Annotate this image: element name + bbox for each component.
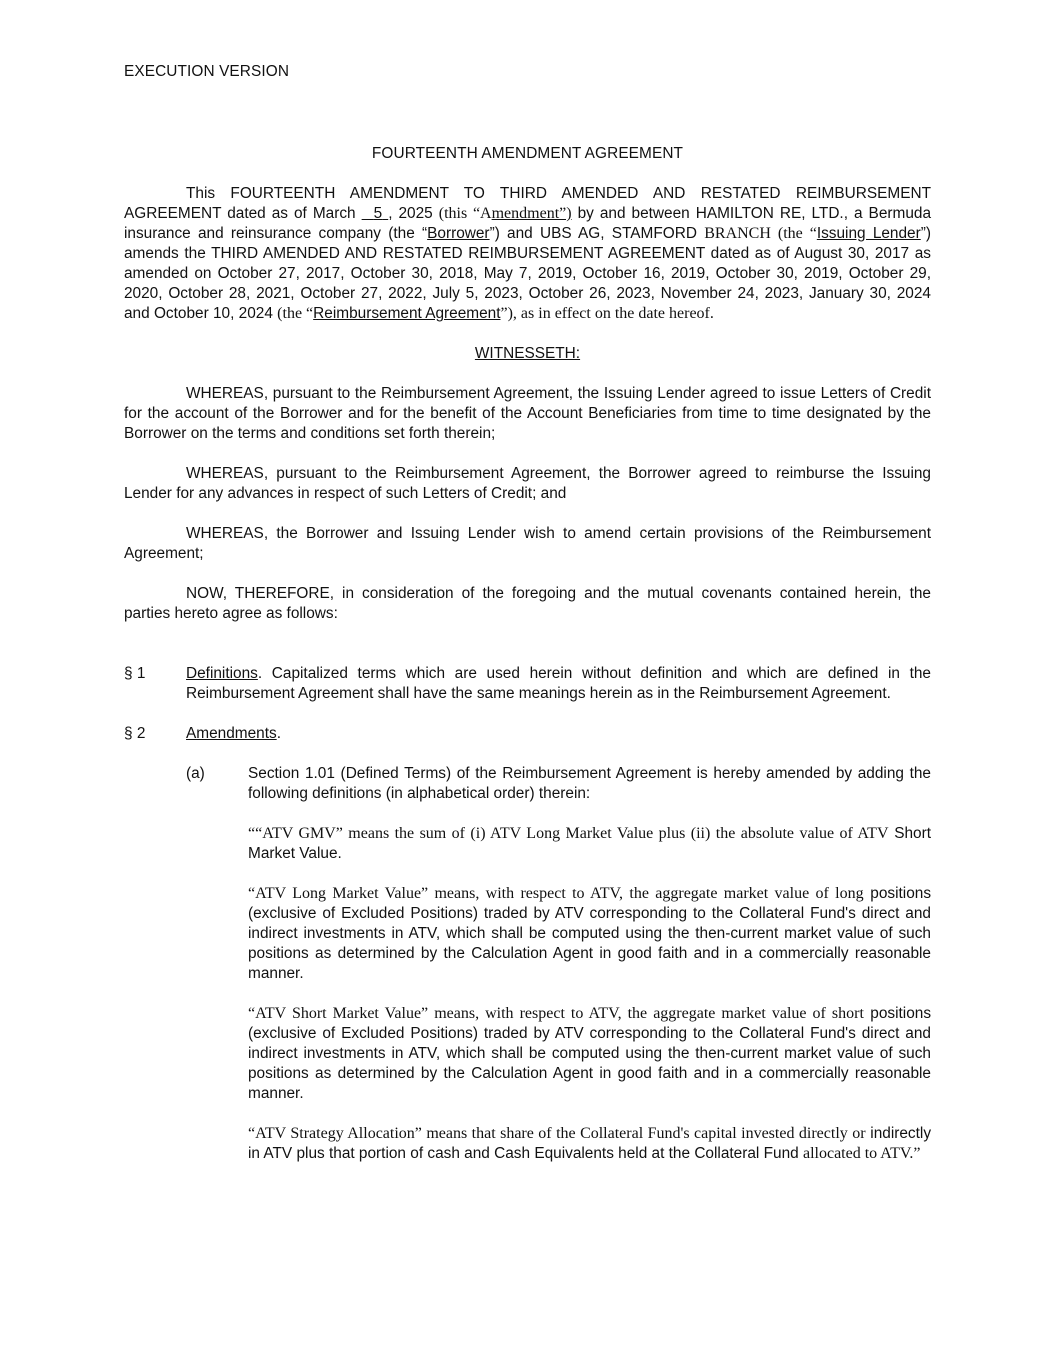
section-1-body: . Capitalized terms which are used herein without definition and which are defined in the Reimbursement Agreement shall have the same meanings herein as in the Reimbursement Agreement. [186,665,931,702]
section-1-text [186,664,931,704]
definition-rest: indirectly in ATV plus that portion of cash and Cash Equivalents held at the Collateral Fund [248,1125,932,1162]
definition-tail: allocated to ATV.” [802,1145,921,1162]
definition-lead: “ATV Long Market Value” means, with respect to ATV, the aggregate market value of long [248,885,864,902]
borrower-term: Borrower [427,225,490,242]
amendment-term: mendment”) [491,205,572,222]
definition-rest: positions (exclusive of Excluded Positions) traded by ATV corresponding to the Collateral Fund's direct and indirect investments in ATV, which shall be computed using the then-current market value of such positions as determined by the Calculation Agent in good faith and in a commercially reasonable manner. [248,885,932,982]
now-therefore-paragraph: NOW, THEREFORE, in consideration of the foregoing and the mutual covenants contained herein, the parties hereto agree as follows: [124,585,931,622]
intro-day: 5 [373,205,383,222]
definition-rest: Short Market Value. [248,825,931,862]
item-a [186,764,931,804]
whereas-paragraph-3: WHEREAS, the Borrower and Issuing Lender wish to amend certain provisions of the Reimbursement Agreement; [124,525,931,562]
document-title: FOURTEENTH AMENDMENT AGREEMENT [371,145,684,162]
reimbursement-agreement-term: Reimbursement Agreement [313,305,501,322]
intro-text-9: ”), as in effect on the date hereof. [500,305,714,322]
definition-atv-long-market-value [248,884,931,984]
whereas-paragraph-2: WHEREAS, pursuant to the Reimbursement Agreement, the Borrower agreed to reimburse the Issuing Lender for any advances in respect of such Letters of Credit; and [124,465,931,502]
intro-text-6: BRANCH (the “ [704,225,817,242]
intro-text-8: (the “ [277,305,314,322]
intro-text-5: ”) and UBS AG, STAMFORD [489,225,697,242]
witnesseth-heading: WITNESSETH: [474,345,581,362]
document-body [124,184,931,1184]
spacer [124,644,931,664]
definition-lead: ““ATV GMV” means the sum of (i) ATV Long Market Value plus (ii) the absolute value of ATV [248,825,889,842]
whereas-paragraph-1: WHEREAS, pursuant to the Reimbursement Agreement, the Issuing Lender agreed to issue Letters of Credit for the account of the Borrower and for the benefit of the Account Beneficiaries from time to time designated by the Borrower on the terms and conditions set forth therein; [124,385,931,442]
definition-atv-gmv [248,824,931,864]
section-2-number: § 2 [124,725,146,742]
item-a-label: (a) [186,765,205,782]
section-2-text: Amendments. [186,725,281,742]
definition-lead: “ATV Short Market Value” means, with respect to ATV, the aggregate market value of short [248,1005,864,1022]
issuing-lender-term: Issuing Lender [816,225,921,242]
intro-text-3: (this “A [438,205,492,222]
intro-text-4: by and between HAMILTON RE, LTD., a Bermuda insurance and reinsurance company (the “ [124,205,932,242]
section-2-heading: Amendments [186,725,277,742]
section-1-number: § 1 [124,665,146,682]
intro-text-1: This FOURTEENTH AMENDMENT TO THIRD AMENDED AND RESTATED REIMBURSEMENT AGREEMENT dated as of March [124,185,931,222]
execution-version-header: EXECUTION VERSION [124,63,290,80]
definition-rest: positions (exclusive of Excluded Positions) traded by ATV corresponding to the Collateral Fund's direct and indirect investments in ATV, which shall be computed using the then-current market value of such positions as determined by the Calculation Agent in good faith and in a commercially reasonable manner. [248,1005,932,1102]
definition-lead: “ATV Strategy Allocation” means that share of the Collateral Fund's capital invested directly or [248,1125,866,1142]
intro-paragraph [124,184,931,324]
intro-text-7: ”) amends the THIRD AMENDED AND RESTATED REIMBURSEMENT AGREEMENT dated as of August 30, 2017 as amended on October 27, 2017, October 30, 2018, May 7, 2019, October 16, 2019, October 30, 2019, October 29, 2020, October 28, 2021, October 27, 2022, July 5, 2023, October 26, 2023, November 24, 2023, January 30, 2024 and October 10, 2024 [124,225,932,322]
section-1 [124,664,931,704]
intro-text-2: , 2025 [388,205,433,222]
section-2 [124,724,931,744]
definition-atv-strategy-allocation [248,1124,931,1164]
definition-atv-short-market-value [248,1004,931,1104]
item-a-text: Section 1.01 (Defined Terms) of the Reimbursement Agreement is hereby amended by adding the following definitions (in alphabetical order) therein: [248,765,931,802]
section-1-heading: Definitions [186,665,258,682]
